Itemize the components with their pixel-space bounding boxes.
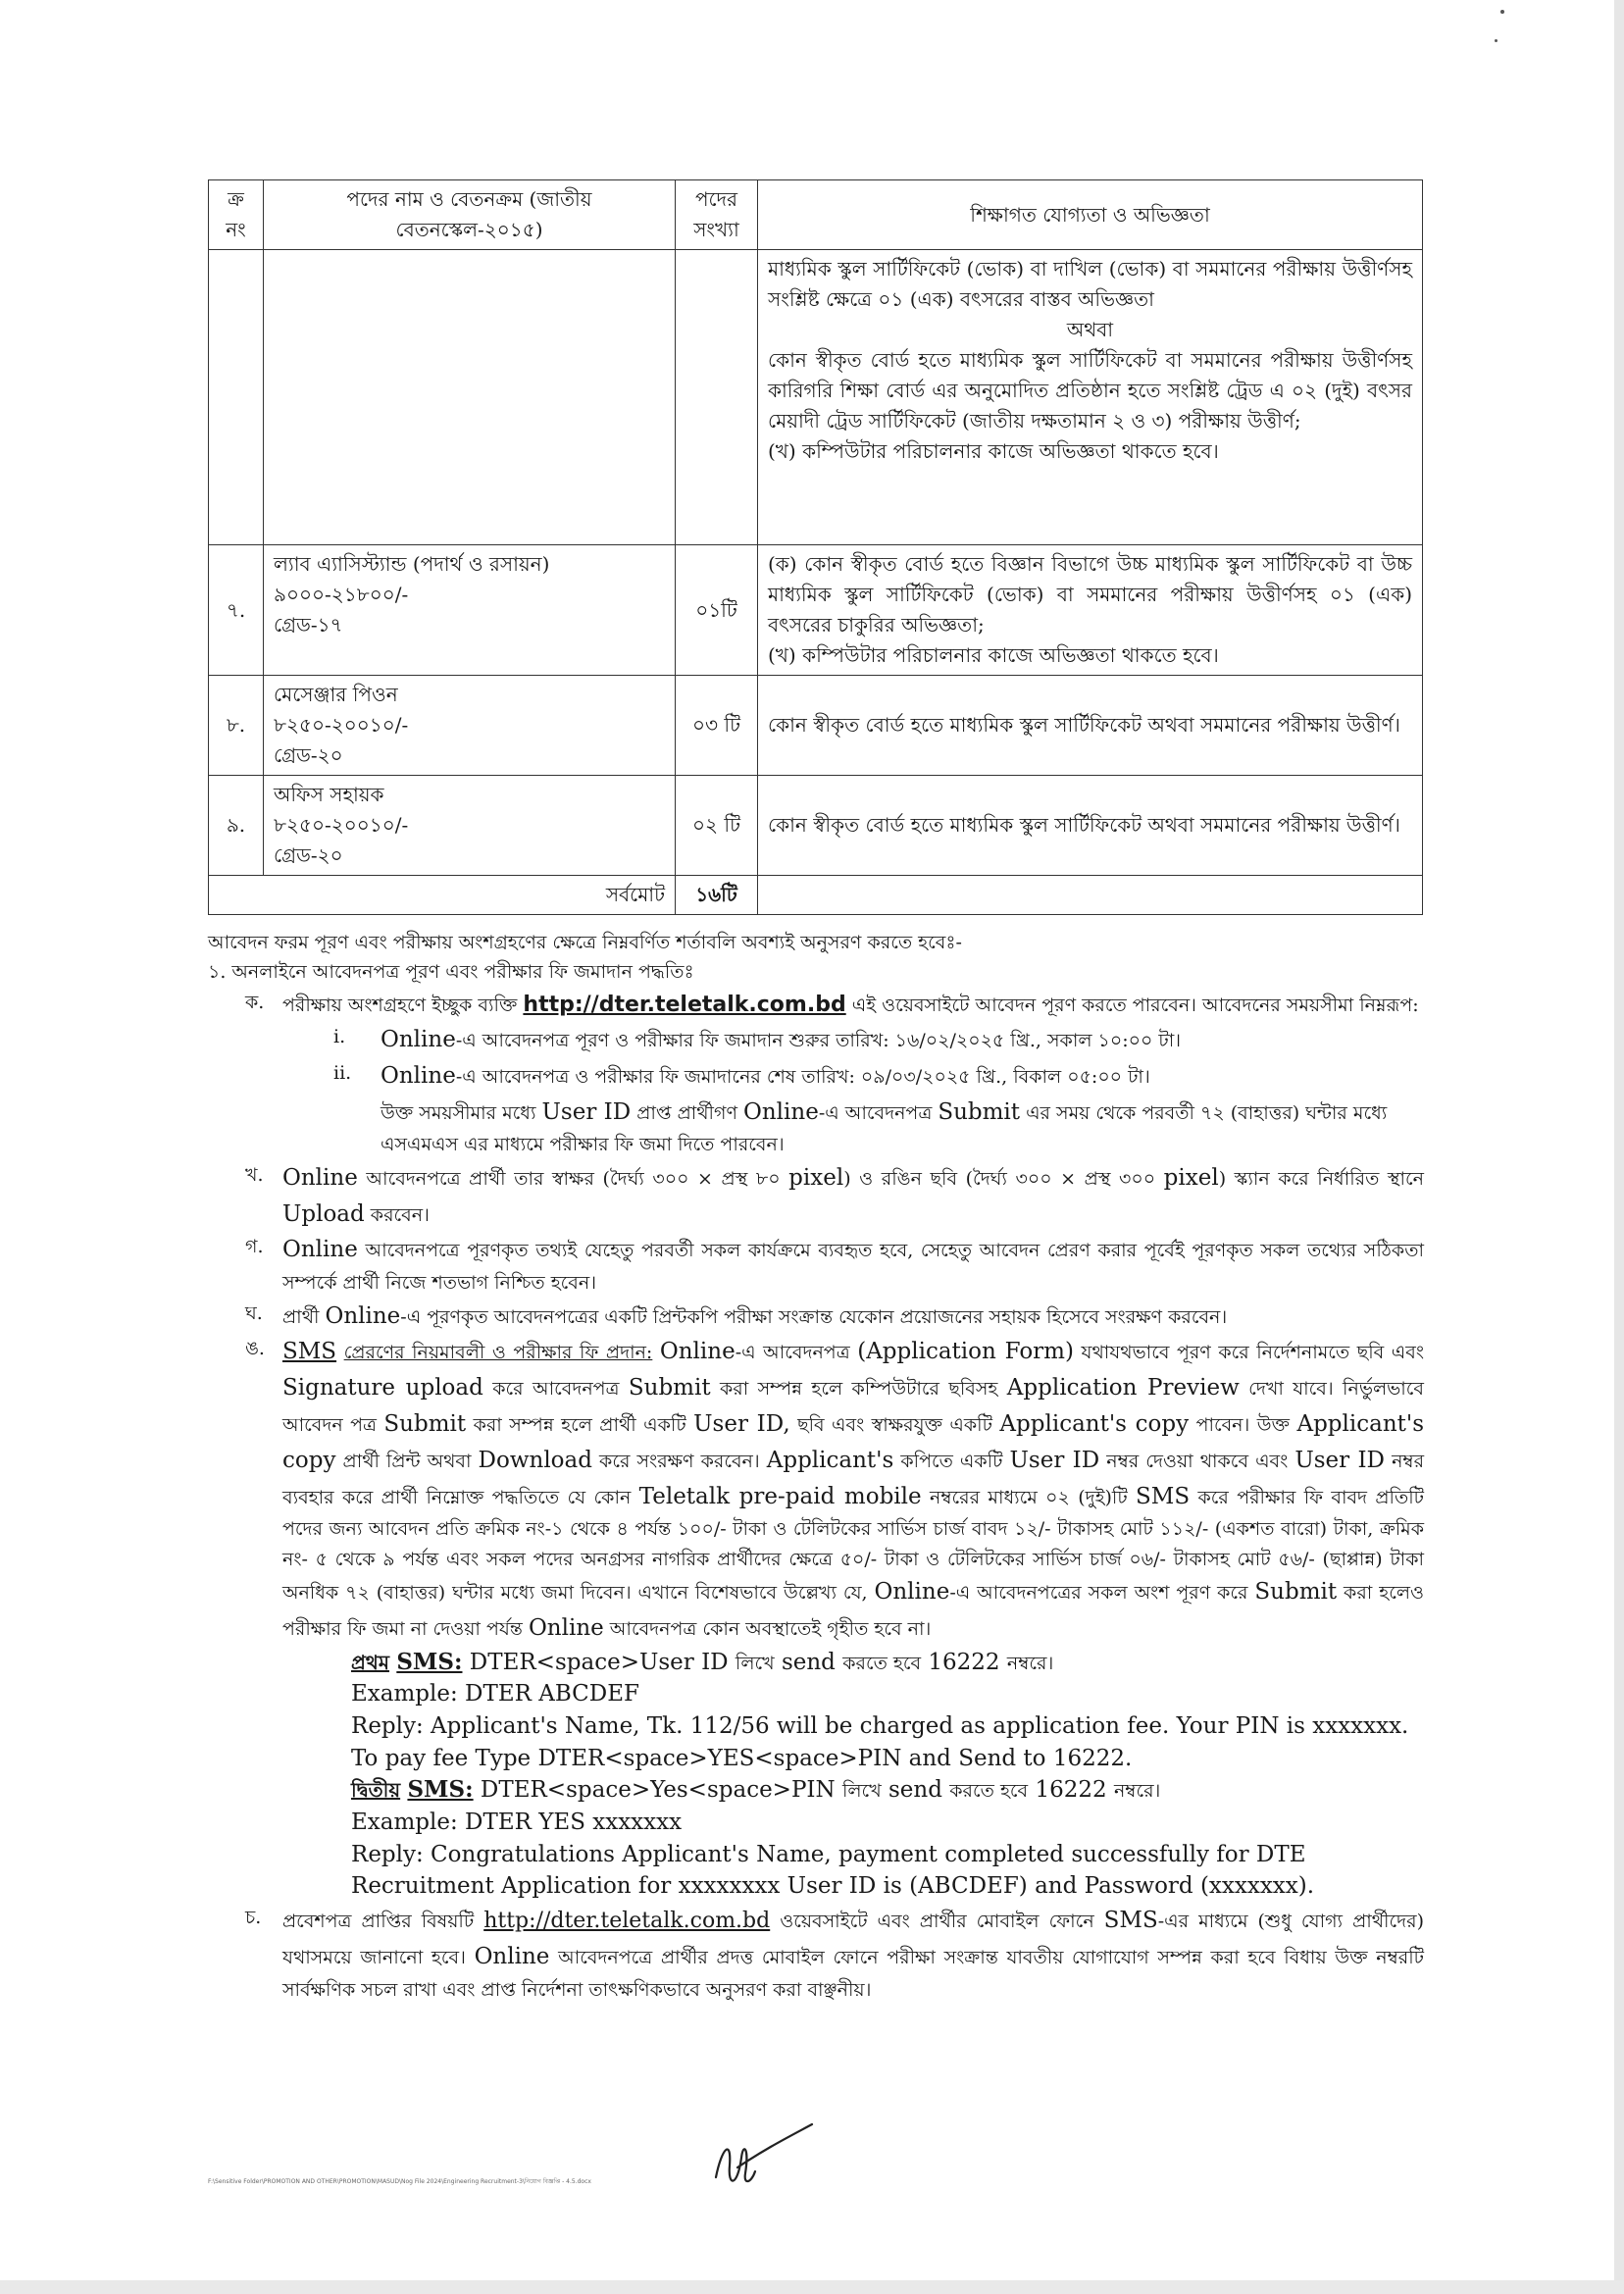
cell-qualification [758, 250, 1423, 545]
signature-icon [708, 2118, 816, 2197]
qual-line: কোন স্বীকৃত বোর্ড হতে মাধ্যমিক স্কুল সার্টিফিকেট বা সমমানের পরীক্ষায় উত্তীর্ণসহ কারিগরি শিক্ষা বোর্ড এর অনুমোদিত প্রতিষ্ঠান হতে সংশ্লিষ্ট ট্রেড এ ০২ (দুই) বৎসর মেয়াদী ট্রেড সার্টিফিকেট (জাতীয় দক্ষতামান ২ ও ৩) পরীক্ষায় উত্তীর্ণ; [768, 348, 1412, 433]
text-en: SMS [282, 1339, 337, 1365]
text: ) স্ক্যান করে নির্ধারিত স্থানে [1218, 1167, 1424, 1190]
text-en: Application Preview [1006, 1375, 1240, 1402]
pay-scale: ৯০০০-২১৮০০/- [274, 583, 409, 606]
item-gha [208, 1299, 1424, 1335]
pay-scale: ৮২৫০-২০০১০/- [274, 813, 409, 837]
table-total-row [209, 876, 1423, 915]
item-kha [208, 1160, 1424, 1233]
text: করা হলেও পরীক্ষার ফি জমা না দেওয়া পর্যন্ত [282, 1582, 1424, 1640]
text-en: Applicant's copy [999, 1410, 1190, 1437]
cell-post [264, 676, 676, 776]
text-en: (Application Form) [857, 1339, 1074, 1365]
text-en: Online [381, 1062, 456, 1089]
header-count: পদের সংখ্যা [676, 180, 758, 250]
grade: গ্রেড-২০ [274, 743, 343, 767]
text: নম্বরে। [1006, 1652, 1054, 1674]
sms-label: SMS: [407, 1776, 474, 1804]
text-en: pixel [1163, 1164, 1219, 1191]
text-en: Applicant's [766, 1447, 894, 1473]
header-post: পদের নাম ও বেতনক্রম (জাতীয় বেতনস্কেল-২০১৫) [264, 180, 676, 250]
cell-post-empty [264, 250, 676, 545]
qual-line: কোন স্বীকৃত বোর্ড হতে মাধ্যমিক স্কুল সার্টিফিকেট অথবা সমমানের পরীক্ষায় উত্তীর্ণ। [768, 813, 1400, 837]
marker: গ. [245, 1236, 264, 1258]
item-cha [208, 1903, 1424, 2005]
text: করে সংরক্ষণ করবেন। [599, 1450, 760, 1472]
marker: ঘ. [245, 1301, 263, 1324]
cell-count: ০৩ টি [676, 676, 758, 776]
text: এই ওয়েবসাইটে আবেদন পূরণ করতে পারবেন। আবেদনের সময়সীমা নিম্নরূপ: [851, 994, 1419, 1016]
text: আবেদনপত্রে প্রার্থীর প্রদত্ত মোবাইল ফোনে পরীক্ষা সংক্রান্ত যাবতীয় যোগাযোগ সম্পন্ন করা হবে বিধায় উক্ত নম্বরটি সার্বক্ষণিক সচল রাখা এবং প্রাপ্ত নির্দেশনা তাৎক্ষণিকভাবে অনুসরণ করা বাঞ্ছনীয়। [282, 1946, 1425, 2001]
cell-qualification [758, 676, 1423, 776]
text-en: Online [659, 1339, 736, 1365]
text: করবেন। [370, 1203, 430, 1226]
table-header-row [209, 180, 1423, 250]
text-en: Online [325, 1302, 401, 1329]
text: ছবি এবং স্বাক্ষরযুক্ত একটি [797, 1413, 992, 1436]
text: -এ আবেদনপত্র [818, 1101, 933, 1124]
text-en: DTER<space>Yes<space>PIN [480, 1777, 836, 1804]
instructions-intro: আবেদন ফরম পূরণ এবং পরীক্ষায় অংশগ্রহণের ক্ষেত্রে নিম্নবর্ণিত শর্তাবলি অবশ্যই অনুসরণ করতে হবেঃ- [208, 932, 962, 953]
text-en: 16222 [928, 1649, 1000, 1675]
text: আবেদনপত্রে প্রার্থী তার স্বাক্ষর (দৈর্ঘ্য ৩০০ × প্রস্থ ৮০ [366, 1167, 781, 1190]
text-en: send [781, 1649, 836, 1675]
text-en: SMS [1103, 1907, 1158, 1933]
table-row [209, 776, 1423, 876]
section-1-title: ১. অনলাইনে আবেদনপত্র পূরণ এবং পরীক্ষার ফি জমাদান পদ্ধতিঃ [208, 961, 694, 984]
qual-line: (ক) কোন স্বীকৃত বোর্ড হতে বিজ্ঞান বিভাগে উচ্চ মাধ্যমিক স্কুল সার্টিফিকেট বা উচ্চ মাধ্যমিক স্কুল সার্টিফিকেট (ভোক) বা সমমানের পরীক্ষায় উত্তীর্ণসহ ০১ (এক) বৎসরের চাকুরির অভিজ্ঞতা; [768, 552, 1412, 637]
cell-count: ০২ টি [676, 776, 758, 876]
sub-item-ii-note [208, 1095, 1424, 1160]
text: প্রাপ্ত প্রার্থীগণ [636, 1101, 737, 1124]
sms-label: প্রথম [351, 1650, 389, 1674]
sms-label: SMS: [396, 1648, 463, 1675]
sms-pay: To pay fee Type DTER<space>YES<space>PIN and Send to 16222. [351, 1745, 1133, 1771]
text: নম্বর দেওয়া থাকবে এবং [1106, 1450, 1289, 1472]
sub-item-i [208, 1022, 1424, 1058]
text: -এ আবেদনপত্র [735, 1342, 850, 1364]
cell-post [264, 776, 676, 876]
text-en: Online [474, 1943, 550, 1969]
text-en: Submit [628, 1375, 711, 1402]
text: করতে হবে [949, 1780, 1029, 1803]
website-link[interactable]: http://dter.teletalk.com.bd [523, 992, 846, 1017]
text: আবেদনপত্রে পূরণকৃত তথ্যই যেহেতু পরবর্তী সকল কার্যক্রমে ব্যবহৃত হবে, সেহেতু আবেদন প্রেরণ করার পূর্বেই পূরণকৃত সকল তথ্যের সঠিকতা সম্পর্কে প্রার্থী নিজে শতভাগ নিশ্চিত হবেন। [282, 1240, 1424, 1295]
text-en: Applicant's copy [282, 1410, 1424, 1473]
grade: গ্রেড-২০ [274, 843, 343, 867]
qual-line: কোন স্বীকৃত বোর্ড হতে মাধ্যমিক স্কুল সার্টিফিকেট অথবা সমমানের পরীক্ষায় উত্তীর্ণ। [768, 713, 1400, 737]
text: -এ আবেদনপত্র ও পরীক্ষার ফি জমাদানের শেষ তারিখ: ০৯/০৩/২০২৫ খ্রি., বিকাল ০৫:০০ টা। [455, 1065, 1150, 1088]
marker: ঙ. [245, 1338, 265, 1360]
sms-example: Example: DTER ABCDEF [351, 1681, 639, 1708]
sms-second [351, 1774, 1424, 1807]
text: নম্বরের মাধ্যমে ০২ (দুই)টি [929, 1486, 1128, 1508]
cell-post [264, 545, 676, 676]
table-row [209, 545, 1423, 676]
qual-line: (খ) কম্পিউটার পরিচালনার কাজে অভিজ্ঞতা থাকতে হবে। [768, 439, 1219, 463]
text-en: Signature upload [282, 1375, 483, 1402]
text: এর সময় থেকে পরবর্তী ৭২ (বাহাত্তর) ঘন্টার মধ্যে এসএমএস এর মাধ্যমে পরীক্ষার ফি জমা দিতে পারবেন। [381, 1101, 1388, 1156]
item-ga [208, 1232, 1424, 1298]
cell-sl-empty [209, 250, 264, 545]
text: করে পরীক্ষার ফি বাবদ প্রতিটি পদের জন্য আবেদন প্রতি ক্রমিক নং-১ থেকে ৪ পর্যন্ত ১০০/- টাকা ও টেলিটকের সার্ভিস চার্জ বাবদ ১২/- টাকাসহ মোট ১১২/- (একশত বারো) টাকা, ক্রমিক নং- ৫ থেকে ৯ পর্যন্ত এবং সকল পদের অনগ্রসর নাগরিক প্রার্থীদের ক্ষেত্রে ৫০/- টাকা ও টেলিটকের সার্ভিস চার্জ ০৬/- টাকাসহ মোট ৫৬/- (ছাপ্পান্ন) টাকা অনধিক ৭২ (বাহাত্তর) ঘন্টার মধ্যে জমা দিবেন। এখানে বিশেষভাবে উল্লেখ্য যে, [282, 1486, 1425, 1605]
text: দেখা যাবে। নির্ভুলভাবে আবেদন পত্র [282, 1378, 1425, 1436]
cell-sl: ৯. [209, 776, 264, 876]
text: প্রার্থী [282, 1305, 320, 1328]
instructions [208, 928, 1424, 2005]
cell-sl: ৭. [209, 545, 264, 676]
cell-sl: ৮. [209, 676, 264, 776]
qual-or: অথবা [1066, 318, 1114, 341]
sms-instructions [208, 1647, 1424, 1903]
posts-table [208, 179, 1423, 915]
text-en: Upload [282, 1200, 365, 1227]
text: করা সম্পন্ন হলে প্রার্থী একটি [473, 1413, 686, 1436]
text: প্রবেশপত্র প্রাপ্তির বিষয়টি [282, 1910, 475, 1932]
text: পাবেন। উক্ত [1195, 1413, 1291, 1436]
text: লিখে [841, 1780, 882, 1803]
qual-line: মাধ্যমিক স্কুল সার্টিফিকেট (ভোক) বা দাখিল (ভোক) বা সমমানের পরীক্ষায় উত্তীর্ণসহ সংশ্লিষ্ট ক্ষেত্রে ০১ (এক) বৎসরের বাস্তব অভিজ্ঞতা [768, 257, 1412, 311]
total-value: ১৬টি [676, 876, 758, 915]
text: ) ও রঙিন ছবি (দৈর্ঘ্য ৩০০ × প্রস্থ ৩০০ [843, 1167, 1156, 1190]
text: কপিতে একটি [900, 1450, 1003, 1472]
total-label: সর্বমোট [209, 876, 676, 915]
text-en: Online [282, 1164, 358, 1191]
post-name: অফিস সহায়ক [274, 783, 384, 806]
text-en: send [888, 1777, 942, 1804]
header-sl: ক্র নং [209, 180, 264, 250]
text-en: Submit [383, 1410, 467, 1437]
sms-reply: Reply: Congratulations Applicant's Name, payment completed successfully for DTE Recruitment Application for xxxxxxxx User ID is (ABCDEF) and Password (xxxxxxx). [351, 1841, 1315, 1900]
text-en: User ID [1294, 1447, 1385, 1473]
text: করে আবেদনপত্র [492, 1378, 620, 1401]
header-qualification: শিক্ষাগত যোগ্যতা ও অভিজ্ঞতা [758, 180, 1423, 250]
text: -এর মাধ্যমে (শুধু যোগ্য প্রার্থীদের) যথাসময়ে জানানো হবে। [282, 1910, 1424, 1968]
text-en: Submit [1254, 1579, 1338, 1606]
text-en: Submit [938, 1098, 1021, 1125]
cell-empty [758, 876, 1423, 915]
marker: চ. [245, 1906, 262, 1928]
text: করা সম্পন্ন হলে কম্পিউটারে ছবিসহ [719, 1378, 998, 1401]
marker: খ. [245, 1163, 264, 1186]
table-row-continued [209, 250, 1423, 545]
marker: i. [333, 1025, 346, 1047]
cell-qualification [758, 776, 1423, 876]
text: লিখে [735, 1652, 775, 1674]
cell-count-empty [676, 250, 758, 545]
qual-line: (খ) কম্পিউটার পরিচালনার কাজে অভিজ্ঞতা থাকতে হবে। [768, 643, 1219, 667]
text: -এ পূরণকৃত আবেদনপত্রের একটি প্রিন্টকপি পরীক্ষা সংক্রান্ত যেকোন প্রয়োজনের সহায়ক হিসেবে সংরক্ষণ করবেন। [400, 1305, 1228, 1328]
text: যথাযথভাবে পূরণ করে নির্দেশনামতে ছবি এবং [1081, 1342, 1424, 1364]
website-link[interactable]: http://dter.teletalk.com.bd [483, 1908, 771, 1933]
text-en: User ID, [693, 1410, 790, 1437]
text-en: Online [381, 1026, 456, 1052]
cell-qualification [758, 545, 1423, 676]
text: নম্বর ব্যবহার করে প্রার্থী নিম্নোক্ত পদ্ধতিতে যে কোন [282, 1450, 1425, 1508]
text-en: Download [478, 1447, 592, 1473]
text: উক্ত সময়সীমার মধ্যে [381, 1101, 536, 1124]
sms-reply: Reply: Applicant's Name, Tk. 112/56 will be charged as application fee. Your PIN is xxxxxxx. [351, 1713, 1409, 1739]
text: আবেদনপত্র কোন অবস্থাতেই গৃহীত হবে না। [609, 1617, 932, 1640]
text-en: Online [528, 1614, 604, 1641]
text: নম্বরে। [1113, 1780, 1161, 1803]
text: পরীক্ষায় অংশগ্রহণে ইচ্ছুক ব্যক্তি [282, 994, 518, 1016]
text-en: DTER<space>User ID [469, 1649, 729, 1675]
text-en: pixel [788, 1164, 844, 1191]
table-row [209, 676, 1423, 776]
scan-speck [1500, 10, 1504, 14]
text-en: User ID [541, 1098, 632, 1125]
text: ওয়েবসাইটে এবং প্রার্থীর মোবাইল ফোনে [780, 1910, 1094, 1932]
marker: ii. [333, 1061, 352, 1084]
text-en: Online [743, 1098, 819, 1125]
page-edge [1614, 0, 1624, 2294]
text: করতে হবে [842, 1652, 922, 1674]
item-uma [208, 1334, 1424, 1646]
text: -এ আবেদনপত্রের সকল অংশ পূরণ করে [949, 1582, 1248, 1605]
text-en: SMS [1136, 1483, 1191, 1509]
text-en: Online [282, 1237, 358, 1263]
cell-count: ০১টি [676, 545, 758, 676]
marker: ক. [245, 991, 265, 1013]
text: -এ আবেদনপত্র পূরণ ও পরীক্ষার ফি জমাদান শুরুর তারিখ: ১৬/০২/২০২৫ খ্রি., সকাল ১০:০০ টা। [455, 1029, 1182, 1051]
text-en: Teletalk pre-paid mobile [638, 1483, 922, 1509]
text-en: Online [874, 1579, 950, 1606]
text: প্রেরণের নিয়মাবলী ও পরীক্ষার ফি প্রদান: [343, 1342, 653, 1364]
pay-scale: ৮২৫০-২০০১০/- [274, 713, 409, 737]
post-name: ল্যাব এ্যাসিস্ট্যান্ড (পদার্থ ও রসায়ন) [274, 552, 550, 576]
sms-first [351, 1647, 1424, 1679]
sms-label: দ্বিতীয় [351, 1778, 401, 1803]
text-en: User ID [1009, 1447, 1100, 1473]
text-en: 16222 [1035, 1777, 1107, 1804]
item-ka [208, 988, 1424, 1022]
footer-file-path: F:\Sensitive Folder\PROMOTION AND OTHER\PROMOTION\MASUD\Nog File 2024\Engineering Recruitment-3\নিয়োগ বিজ্ঞপ্তি - 4.5.docx [208, 2178, 591, 2185]
grade: গ্রেড-১৭ [274, 613, 343, 637]
page-bottom-edge [0, 2280, 1624, 2294]
post-name: মেসেঞ্জার পিওন [274, 683, 398, 706]
sub-item-ii [208, 1058, 1424, 1095]
scan-speck [1495, 39, 1497, 42]
text: প্রার্থী প্রিন্ট অথবা [342, 1450, 472, 1472]
sms-example: Example: DTER YES xxxxxxx [351, 1809, 683, 1835]
